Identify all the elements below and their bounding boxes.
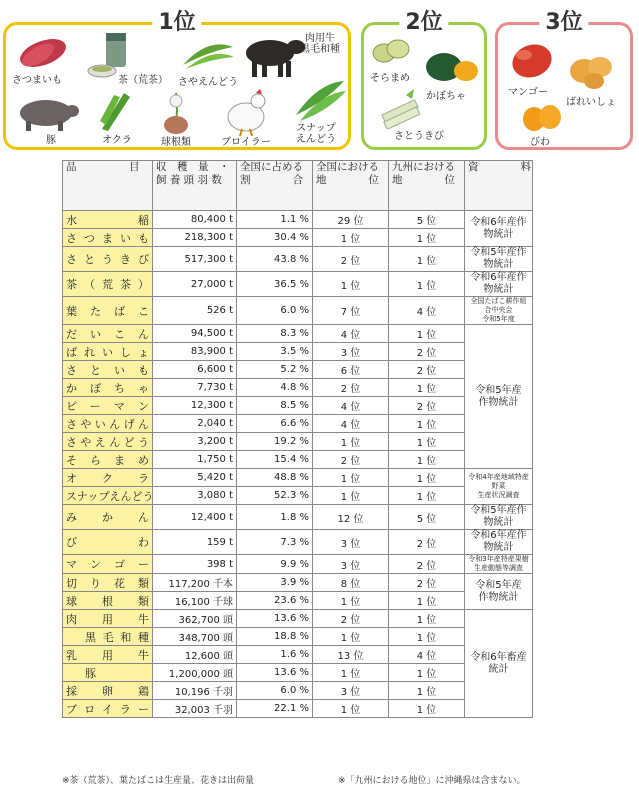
national-rank: 2 位 bbox=[313, 247, 389, 272]
label-sugarcane: さとうきび bbox=[394, 131, 444, 142]
share-value: 9.9 % bbox=[237, 555, 313, 574]
harvest-value: 12,400 t bbox=[153, 505, 237, 530]
national-rank: 4 位 bbox=[313, 325, 389, 343]
kyushu-rank: 1 位 bbox=[389, 451, 465, 469]
table-row bbox=[63, 487, 533, 505]
table-row bbox=[63, 451, 533, 469]
harvest-value: 27,000 t bbox=[153, 272, 237, 297]
table-row bbox=[63, 530, 533, 555]
label-snap-pea: スナップ えんどう bbox=[296, 123, 336, 145]
national-rank: 3 位 bbox=[313, 682, 389, 700]
bulbs-image bbox=[154, 91, 198, 135]
harvest-value: 2,040 t bbox=[153, 415, 237, 433]
broiler-image bbox=[220, 89, 270, 137]
share-value: 4.8 % bbox=[237, 379, 313, 397]
footnote-right: ※「九州における地位」に沖縄県は含まない。 bbox=[338, 776, 526, 786]
national-rank: 1 位 bbox=[313, 229, 389, 247]
share-value: 13.6 % bbox=[237, 664, 313, 682]
broad-bean-image bbox=[370, 35, 412, 69]
kyushu-rank: 1 位 bbox=[389, 682, 465, 700]
label-potato: ばれいしょ bbox=[566, 97, 616, 108]
harvest-value: 7,730 t bbox=[153, 379, 237, 397]
source-cell: 全国たばこ耕作組合中央会 令和5年度 bbox=[465, 297, 533, 325]
item-name: 乳用牛 bbox=[63, 646, 153, 664]
item-name: 肉用牛 bbox=[63, 610, 153, 628]
kyushu-rank: 1 位 bbox=[389, 487, 465, 505]
harvest-value: 12,300 t bbox=[153, 397, 237, 415]
snap-pea-image bbox=[292, 77, 348, 123]
header-source: 資 料 bbox=[465, 161, 533, 211]
item-name: 葉たばこ bbox=[63, 297, 153, 325]
label-broad-bean: そらまめ bbox=[370, 73, 410, 84]
item-name: かぼちゃ bbox=[63, 379, 153, 397]
table-row bbox=[63, 343, 533, 361]
national-rank: 29 位 bbox=[313, 211, 389, 229]
table-row bbox=[63, 297, 533, 325]
kyushu-rank: 2 位 bbox=[389, 574, 465, 592]
item-name: 水稲 bbox=[63, 211, 153, 229]
rank-2-panel bbox=[361, 10, 487, 150]
harvest-value: 16,100 千球 bbox=[153, 592, 237, 610]
table-row bbox=[63, 610, 533, 628]
table-row bbox=[63, 397, 533, 415]
harvest-value: 1,750 t bbox=[153, 451, 237, 469]
share-value: 1.8 % bbox=[237, 505, 313, 530]
national-rank: 1 位 bbox=[313, 592, 389, 610]
source-cell: 令和5年産作物統計 bbox=[465, 247, 533, 272]
harvest-value: 517,300 t bbox=[153, 247, 237, 272]
share-value: 52.3 % bbox=[237, 487, 313, 505]
label-sweet-potato: さつまいも bbox=[12, 75, 62, 86]
national-rank: 13 位 bbox=[313, 646, 389, 664]
label-wagyu: 肉用牛 黒毛和種 bbox=[300, 33, 340, 55]
national-rank: 1 位 bbox=[313, 487, 389, 505]
share-value: 48.8 % bbox=[237, 469, 313, 487]
label-pumpkin: かぼちゃ bbox=[426, 91, 466, 102]
share-value: 3.9 % bbox=[237, 574, 313, 592]
item-name: 採卵鶏 bbox=[63, 682, 153, 700]
harvest-value: 117,200 千本 bbox=[153, 574, 237, 592]
item-name: オクラ bbox=[63, 469, 153, 487]
harvest-value: 3,200 t bbox=[153, 433, 237, 451]
rank-3-panel bbox=[495, 10, 633, 150]
header-kyushu-rank: 九州における 地 位 bbox=[389, 161, 465, 211]
label-mango: マンゴー bbox=[508, 87, 548, 98]
harvest-value: 398 t bbox=[153, 555, 237, 574]
table-row bbox=[63, 505, 533, 530]
snow-pea-image bbox=[178, 37, 238, 73]
pig-image bbox=[14, 93, 80, 133]
kyushu-rank: 1 位 bbox=[389, 229, 465, 247]
rank-2-title: 2位 bbox=[399, 5, 448, 36]
table-row bbox=[63, 574, 533, 592]
share-value: 18.8 % bbox=[237, 628, 313, 646]
label-snow-pea: さやえんどう bbox=[178, 77, 238, 88]
header-national-rank: 全国における 地 位 bbox=[313, 161, 389, 211]
table-row bbox=[63, 247, 533, 272]
agriculture-ranking-table bbox=[62, 160, 533, 718]
kyushu-rank: 1 位 bbox=[389, 592, 465, 610]
item-name: さやいんげん bbox=[63, 415, 153, 433]
table-row bbox=[63, 415, 533, 433]
table-row bbox=[63, 646, 533, 664]
national-rank: 1 位 bbox=[313, 664, 389, 682]
kyushu-rank: 1 位 bbox=[389, 325, 465, 343]
share-value: 8.3 % bbox=[237, 325, 313, 343]
item-name: さといも bbox=[63, 361, 153, 379]
rank-1-title: 1位 bbox=[152, 5, 201, 36]
table-row bbox=[63, 325, 533, 343]
harvest-value: 362,700 頭 bbox=[153, 610, 237, 628]
kyushu-rank: 1 位 bbox=[389, 664, 465, 682]
table-row bbox=[63, 628, 533, 646]
kyushu-rank: 1 位 bbox=[389, 247, 465, 272]
harvest-value: 526 t bbox=[153, 297, 237, 325]
kyushu-rank: 2 位 bbox=[389, 397, 465, 415]
kyushu-rank: 2 位 bbox=[389, 555, 465, 574]
kyushu-rank: 1 位 bbox=[389, 700, 465, 718]
kyushu-rank: 1 位 bbox=[389, 272, 465, 297]
share-value: 30.4 % bbox=[237, 229, 313, 247]
item-name: ブロイラー bbox=[63, 700, 153, 718]
source-cell: 令和4年産地域特産野菜 生産状況調査 bbox=[465, 469, 533, 505]
table-row bbox=[63, 433, 533, 451]
harvest-value: 159 t bbox=[153, 530, 237, 555]
kyushu-rank: 2 位 bbox=[389, 530, 465, 555]
loquat-image bbox=[520, 99, 564, 135]
harvest-value: 218,300 t bbox=[153, 229, 237, 247]
kyushu-rank: 1 位 bbox=[389, 415, 465, 433]
item-name: スナップえんどう bbox=[63, 487, 153, 505]
source-cell: 令和5年産作物統計 bbox=[465, 505, 533, 530]
tea-image bbox=[86, 31, 136, 81]
source-cell: 令和6年産作物統計 bbox=[465, 272, 533, 297]
kyushu-rank: 2 位 bbox=[389, 343, 465, 361]
harvest-value: 80,400 t bbox=[153, 211, 237, 229]
national-rank: 8 位 bbox=[313, 574, 389, 592]
table-row bbox=[63, 379, 533, 397]
item-name: さやえんどう bbox=[63, 433, 153, 451]
mango-image bbox=[506, 39, 556, 83]
label-okra: オクラ bbox=[102, 135, 132, 146]
source-cell: 令和5年産 作物統計 bbox=[465, 325, 533, 469]
national-rank: 3 位 bbox=[313, 530, 389, 555]
label-broiler: ブロイラー bbox=[221, 137, 271, 148]
share-value: 15.4 % bbox=[237, 451, 313, 469]
kyushu-rank: 1 位 bbox=[389, 379, 465, 397]
national-rank: 1 位 bbox=[313, 469, 389, 487]
item-name: そらまめ bbox=[63, 451, 153, 469]
sugarcane-image bbox=[378, 89, 422, 129]
table-header-row bbox=[63, 161, 533, 211]
harvest-value: 94,500 t bbox=[153, 325, 237, 343]
national-rank: 1 位 bbox=[313, 272, 389, 297]
okra-image bbox=[94, 89, 136, 135]
kyushu-rank: 2 位 bbox=[389, 361, 465, 379]
footnote-left: ※茶（荒茶）、葉たばこは生産量、花きは出荷量 bbox=[62, 776, 255, 786]
harvest-value: 6,600 t bbox=[153, 361, 237, 379]
table-row bbox=[63, 664, 533, 682]
item-name: だいこん bbox=[63, 325, 153, 343]
national-rank: 6 位 bbox=[313, 361, 389, 379]
national-rank: 3 位 bbox=[313, 555, 389, 574]
share-value: 1.6 % bbox=[237, 646, 313, 664]
share-value: 6.0 % bbox=[237, 297, 313, 325]
harvest-value: 12,600 頭 bbox=[153, 646, 237, 664]
share-value: 8.5 % bbox=[237, 397, 313, 415]
share-value: 13.6 % bbox=[237, 610, 313, 628]
kyushu-rank: 1 位 bbox=[389, 469, 465, 487]
share-value: 6.6 % bbox=[237, 415, 313, 433]
kyushu-rank: 5 位 bbox=[389, 505, 465, 530]
national-rank: 1 位 bbox=[313, 700, 389, 718]
header-harvest: 収 穫 量 ・ 飼 養 頭 羽 数 bbox=[153, 161, 237, 211]
share-value: 23.6 % bbox=[237, 592, 313, 610]
label-pig: 豚 bbox=[46, 135, 56, 146]
harvest-value: 10,196 千羽 bbox=[153, 682, 237, 700]
item-name: 茶（荒茶） bbox=[63, 272, 153, 297]
source-cell: 令和5年産 作物統計 bbox=[465, 574, 533, 610]
share-value: 1.1 % bbox=[237, 211, 313, 229]
share-value: 19.2 % bbox=[237, 433, 313, 451]
label-loquat: びわ bbox=[530, 137, 550, 148]
kyushu-rank: 4 位 bbox=[389, 297, 465, 325]
potato-image bbox=[564, 49, 618, 93]
harvest-value: 32,003 千羽 bbox=[153, 700, 237, 718]
table-row bbox=[63, 592, 533, 610]
table-row bbox=[63, 361, 533, 379]
header-share: 全国に占める 割 合 bbox=[237, 161, 313, 211]
header-item: 品 目 bbox=[63, 161, 153, 211]
national-rank: 2 位 bbox=[313, 451, 389, 469]
rank-1-panel bbox=[3, 10, 351, 150]
harvest-value: 5,420 t bbox=[153, 469, 237, 487]
national-rank: 1 位 bbox=[313, 433, 389, 451]
kyushu-rank: 1 位 bbox=[389, 433, 465, 451]
sweet-potato-image bbox=[16, 33, 71, 73]
harvest-value: 3,080 t bbox=[153, 487, 237, 505]
share-value: 3.5 % bbox=[237, 343, 313, 361]
item-name: 切り花類 bbox=[63, 574, 153, 592]
kyushu-rank: 4 位 bbox=[389, 646, 465, 664]
label-bulbs: 球根類 bbox=[161, 137, 191, 148]
national-rank: 4 位 bbox=[313, 397, 389, 415]
item-name: さとうきび bbox=[63, 247, 153, 272]
national-rank: 4 位 bbox=[313, 415, 389, 433]
national-rank: 1 位 bbox=[313, 628, 389, 646]
pumpkin-image bbox=[422, 45, 482, 85]
item-name: さつまいも bbox=[63, 229, 153, 247]
rank-3-title: 3位 bbox=[539, 5, 588, 36]
item-name: みかん bbox=[63, 505, 153, 530]
national-rank: 3 位 bbox=[313, 343, 389, 361]
table-row bbox=[63, 211, 533, 229]
source-cell: 令和6年産作物統計 bbox=[465, 530, 533, 555]
item-name: 球根類 bbox=[63, 592, 153, 610]
national-rank: 7 位 bbox=[313, 297, 389, 325]
source-cell: 令和6年産作物統計 bbox=[465, 211, 533, 247]
table-row bbox=[63, 682, 533, 700]
item-name: 豚 bbox=[63, 664, 153, 682]
table-row bbox=[63, 229, 533, 247]
kyushu-rank: 5 位 bbox=[389, 211, 465, 229]
share-value: 22.1 % bbox=[237, 700, 313, 718]
table-row bbox=[63, 700, 533, 718]
national-rank: 2 位 bbox=[313, 610, 389, 628]
national-rank: 12 位 bbox=[313, 505, 389, 530]
item-name: ばれいしょ bbox=[63, 343, 153, 361]
kyushu-rank: 1 位 bbox=[389, 628, 465, 646]
wagyu-cattle-image bbox=[238, 29, 308, 79]
table-row bbox=[63, 555, 533, 574]
item-name: マンゴー bbox=[63, 555, 153, 574]
national-rank: 2 位 bbox=[313, 379, 389, 397]
share-value: 7.3 % bbox=[237, 530, 313, 555]
share-value: 6.0 % bbox=[237, 682, 313, 700]
item-name: びわ bbox=[63, 530, 153, 555]
item-name: ピーマン bbox=[63, 397, 153, 415]
label-tea: 茶（荒茶） bbox=[118, 75, 168, 86]
table-row bbox=[63, 469, 533, 487]
item-name: 黒毛和種 bbox=[63, 628, 153, 646]
share-value: 36.5 % bbox=[237, 272, 313, 297]
harvest-value: 348,700 頭 bbox=[153, 628, 237, 646]
kyushu-rank: 1 位 bbox=[389, 610, 465, 628]
table-row bbox=[63, 272, 533, 297]
source-cell: 令和3年産特産果樹 生産動態等調査 bbox=[465, 555, 533, 574]
share-value: 43.8 % bbox=[237, 247, 313, 272]
share-value: 5.2 % bbox=[237, 361, 313, 379]
harvest-value: 83,900 t bbox=[153, 343, 237, 361]
source-cell: 令和6年畜産統計 bbox=[465, 610, 533, 718]
harvest-value: 1,200,000 頭 bbox=[153, 664, 237, 682]
